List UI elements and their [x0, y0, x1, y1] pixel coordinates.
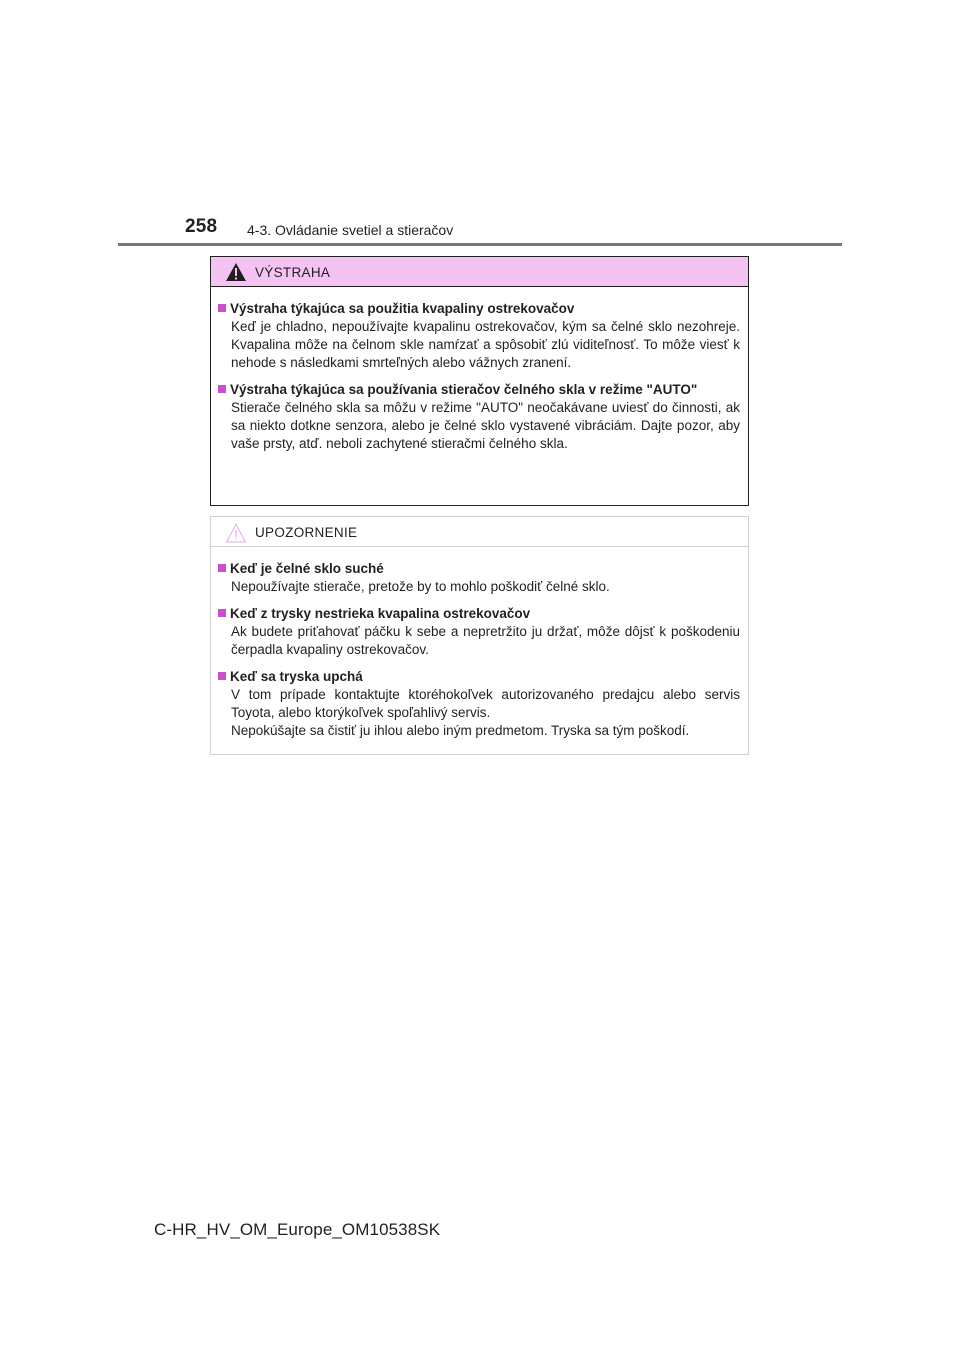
item-heading-text: Keď z trysky nestrieka kvapalina ostrekovačov — [230, 606, 531, 621]
item-text: Ak budete priťahovať páčku k sebe a nepretržito ju držať, môže dôjsť k poškodeniu čerpadla kvapaliny ostrekovačov. — [231, 624, 740, 657]
caution-box — [210, 516, 749, 755]
item-heading — [218, 559, 740, 578]
item-text: Nepoužívajte stierače, pretože by to mohlo poškodiť čelné sklo. — [231, 579, 610, 594]
item-heading-text: Výstraha týkajúca sa použitia kvapaliny ostrekovačov — [230, 301, 575, 316]
item-heading-text: Výstraha týkajúca sa používania stieračov čelného skla v režime "AUTO" — [230, 382, 698, 397]
item-text: V tom prípade kontaktujte ktoréhokoľvek autorizovaného predajcu alebo servis Toyota, alebo ktorýkoľvek spoľahlivý servis. — [231, 687, 740, 720]
caution-body — [211, 547, 748, 740]
item-heading-text: Keď sa tryska upchá — [230, 669, 363, 684]
bullet-square-icon — [218, 609, 226, 617]
caution-item — [218, 559, 740, 596]
caution-label: UPOZORNENIE — [255, 525, 358, 540]
bullet-square-icon — [218, 672, 226, 680]
bullet-square-icon — [218, 564, 226, 572]
bullet-square-icon — [218, 385, 226, 393]
section-title: 4-3. Ovládanie svetiel a stieračov — [247, 222, 454, 238]
item-heading — [218, 604, 740, 623]
warning-label: VÝSTRAHA — [255, 265, 331, 280]
caution-item — [218, 667, 740, 740]
item-heading-text: Keď je čelné sklo suché — [230, 561, 384, 576]
item-text-extra: Nepokúšajte sa čistiť ju ihlou alebo iným predmetom. Tryska sa tým poškodí. — [231, 723, 690, 738]
item-heading — [218, 299, 740, 318]
warning-item — [218, 299, 740, 372]
caution-triangle-icon — [225, 523, 247, 543]
header-rule — [118, 243, 842, 246]
item-text: Keď je chladno, nepoužívajte kvapalinu ostrekovačov, kým sa čelné sklo nezohreje. Kvapalina môže na čelnom skle namŕzať a spôsobiť zlú viditeľnosť. To môže viesť k nehode s následkami smrteľných alebo vážnych zranení. — [231, 319, 740, 370]
warning-triangle-icon — [225, 262, 247, 282]
item-heading — [218, 380, 740, 399]
warning-item — [218, 380, 740, 453]
footer-doc-id: C-HR_HV_OM_Europe_OM10538SK — [154, 1220, 441, 1239]
warning-header — [211, 257, 748, 287]
page-number: 258 — [185, 216, 218, 237]
bullet-square-icon — [218, 304, 226, 312]
caution-header — [211, 517, 748, 547]
item-heading — [218, 667, 740, 686]
warning-box — [210, 256, 749, 506]
warning-body — [211, 287, 748, 453]
item-text: Stierače čelného skla sa môžu v režime "AUTO" neočakávane uviesť do činnosti, ak sa niekto dotkne senzora, alebo je čelné sklo vystavené vibráciám. Dajte pozor, aby vaše prsty, atď. neboli zachytené stieračmi čelného skla. — [231, 400, 740, 451]
caution-item — [218, 604, 740, 659]
